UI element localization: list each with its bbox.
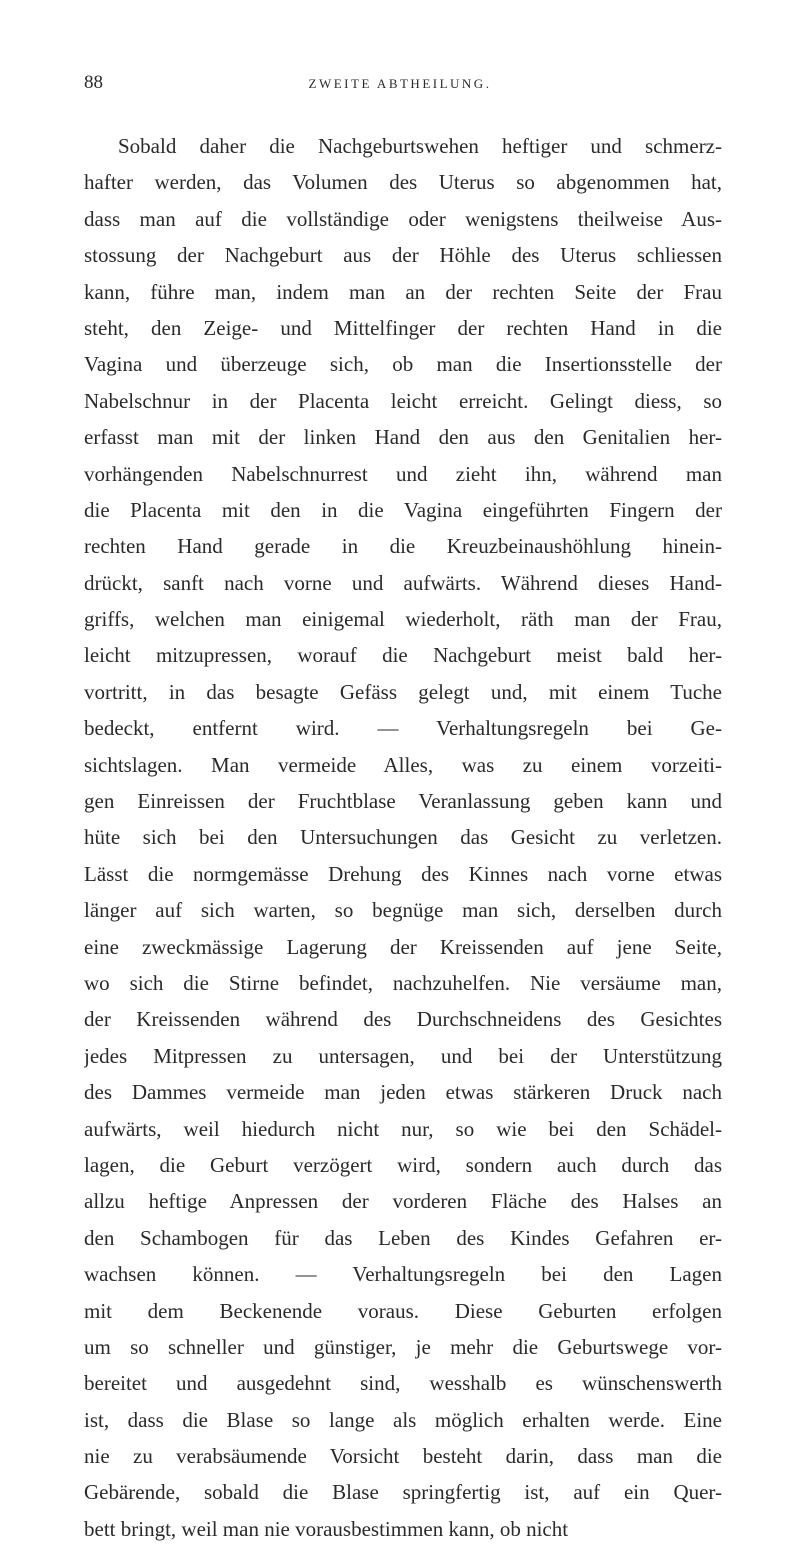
text-line: die Placenta mit den in die Vagina eingeführten Fingern der [84, 497, 722, 522]
text-line: Vagina und überzeuge sich, ob man die Insertionsstelle der [84, 352, 722, 377]
text-line: stossung der Nachgeburt aus der Höhle des Uterus schliessen [84, 243, 722, 268]
page-header [0, 72, 800, 96]
text-line: leicht mitzupressen, worauf die Nachgeburt meist bald her- [84, 643, 722, 668]
text-line: rechten Hand gerade in die Kreuzbeinaushöhlung hinein- [84, 534, 722, 559]
text-line: aufwärts, weil hiedurch nicht nur, so wie bei den Schädel- [84, 1116, 722, 1141]
text-line: jedes Mitpressen zu untersagen, und bei der Unterstützung [84, 1043, 722, 1068]
text-line: kann, führe man, indem man an der rechten Seite der Frau [84, 279, 722, 304]
text-line: bett bringt, weil man nie vorausbestimmen kann, ob nicht [84, 1516, 569, 1541]
text-line: wo sich die Stirne befindet, nachzuhelfen. Nie versäume man, [84, 970, 722, 995]
text-line: Gebärende, sobald die Blase springfertig ist, auf ein Quer- [84, 1480, 722, 1505]
text-line: dass man auf die vollständige oder wenigstens theilweise Aus- [84, 206, 722, 231]
text-line: griffs, welchen man einigemal wiederholt, räth man der Frau, [84, 607, 722, 632]
text-line: gen Einreissen der Fruchtblase Veranlassung geben kann und [84, 789, 722, 814]
text-line: eine zweckmässige Lagerung der Kreissenden auf jene Seite, [84, 934, 722, 959]
text-line: Lässt die normgemässe Drehung des Kinnes nach vorne etwas [84, 861, 722, 886]
text-line: wachsen können. — Verhaltungsregeln bei den Lagen [84, 1262, 722, 1287]
text-line: den Schambogen für das Leben des Kindes Gefahren er- [84, 1225, 722, 1250]
text-line: mit dem Beckenende voraus. Diese Geburten erfolgen [84, 1298, 722, 1323]
text-line: erfasst man mit der linken Hand den aus den Genitalien her- [84, 425, 722, 450]
text-line: um so schneller und günstiger, je mehr die Geburtswege vor- [84, 1334, 722, 1359]
text-line: allzu heftige Anpressen der vorderen Fläche des Halses an [84, 1189, 722, 1214]
text-line: Sobald daher die Nachgeburtswehen heftiger und schmerz- [118, 134, 722, 158]
text-line: der Kreissenden während des Durchschneidens des Gesichtes [84, 1007, 722, 1032]
page-number: 88 [84, 72, 103, 93]
text-line: drückt, sanft nach vorne und aufwärts. Während dieses Hand- [84, 570, 722, 595]
text-line: vortritt, in das besagte Gefäss gelegt und, mit einem Tuche [84, 679, 722, 704]
text-line: bedeckt, entfernt wird. — Verhaltungsregeln bei Ge- [84, 716, 722, 741]
text-line: hüte sich bei den Untersuchungen das Gesicht zu verletzen. [84, 825, 722, 850]
text-line: länger auf sich warten, so begnüge man sich, derselben durch [84, 898, 722, 923]
body-text [84, 128, 722, 1547]
text-line: ist, dass die Blase so lange als möglich erhalten werde. Eine [84, 1407, 722, 1432]
text-line: lagen, die Geburt verzögert wird, sondern auch durch das [84, 1152, 722, 1177]
text-line: des Dammes vermeide man jeden etwas stärkeren Druck nach [84, 1080, 722, 1105]
text-line: nie zu verabsäumende Vorsicht besteht darin, dass man die [84, 1444, 722, 1469]
text-line: hafter werden, das Volumen des Uterus so abgenommen hat, [84, 170, 722, 195]
running-head: ZWEITE ABTHEILUNG. [308, 76, 492, 91]
text-line: steht, den Zeige- und Mittelfinger der rechten Hand in die [84, 315, 722, 340]
text-line: vorhängenden Nabelschnurrest und zieht ihn, während man [84, 461, 722, 486]
text-line: sichtslagen. Man vermeide Alles, was zu einem vorzeiti- [84, 752, 722, 777]
text-line: Nabelschnur in der Placenta leicht erreicht. Gelingt diess, so [84, 388, 722, 413]
text-line: bereitet und ausgedehnt sind, wesshalb es wünschenswerth [84, 1371, 722, 1396]
